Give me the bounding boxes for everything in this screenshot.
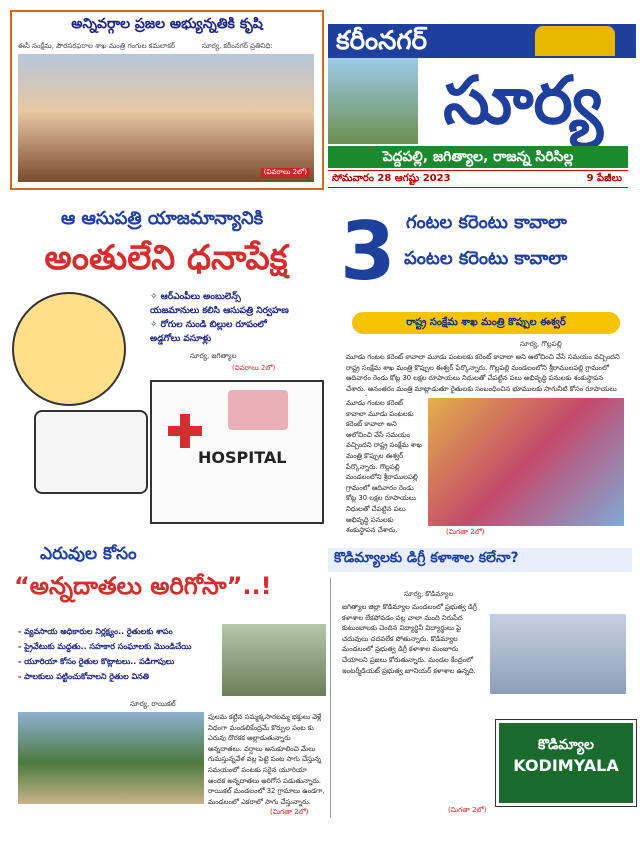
hospital-bullet: యజమానులు కలిసి ఆసుపత్రి నిర్వహణ [150,306,289,316]
farmer-kicker: ఎరువుల కోసం [40,544,137,564]
top-story-subline: ఈసీ సంక్షేమ, పౌరసరఫరాల శాఖ మంత్రి గంగుల కమలాకర్ [18,42,176,50]
power-photo [428,398,624,526]
college-headline[interactable]: కొడిమ్యాలకు డిగ్రీ కళాశాల కలేనా? [334,550,519,566]
top-story-caption: (వివరాలు 2లో) [261,168,310,178]
hospital-bullets [150,290,330,346]
farmer-headline[interactable]: “అన్నదాతలు అరిగోసా”..! [14,572,272,600]
dateline [328,170,628,188]
masthead-photo [328,58,418,144]
farmer-body: పులమ కట్టిన సమ్మక్కసారలమ్మ భక్తులు వెళ్లే విధంగా మండలికేంద్రమే కొర్పుల పంట కు ఎరువు దొరకక అల్లాడుతున్నారు అన్నదాతలు. వర్షాలు అనుకూలించి మేలు గుమస్తున్నవేళ వల్ల పెట్టె పంట సాగు చేస్తున్న సమయంలో పంటకు సరైన యూరియా అందక అన్నదాతలు అరిగోస పడుతున్నారు. రాయికల్ మండలంలో 32 గ్రామాలు ఉండగా, మండలంలో ఎకరాలో సాగు చేస్తున్నారు. [208,713,325,806]
college-photo [490,614,626,694]
red-cross-icon [168,414,202,448]
currency-notes-icon [228,390,288,430]
power-headline-2[interactable]: పంటల కరెంటు కావాలా [404,248,568,269]
power-details: (మిగతా 2లో) [446,528,485,536]
arch-logo-icon [535,26,615,56]
power-body-top: మూడు గంటల కరెంట్ కావాలా మూడు పంటలకు కరెంట్ కావాలా అని ఆలోచించి వేసే సమయం వచ్చిందని రాష్ట్ర సంక్షేమ శాఖ మంత్రి కొప్పుల ఈశ్వర్ పేర్కొన్నారు. గొల్లపల్లి మండలంలోని శ్రీరాములపల్లి గ్రామంలో ఆదివారం రెండు కోట్ల 30 లక్షల రూపాయలు నిధులతో చేపట్టిన పలు అభివృద్ధి పనులకు శంకుస్థాపన చేశారు. అనంతరం మంత్రి మాట్లాడుతూ రైతులకు సంబంధించిన భూములకు సాగునీటి కోసం రూపాయలు [346,353,620,393]
farmer-bullet: - ప్రైవేటుకు మద్దతు.. సహకార సంఘాలకు మొండిచేయి [18,642,192,651]
hospital-bullet: ✧ ఆర్‌ఎంపీలు అంబులెన్స్ [150,292,241,302]
power-minister-banner: రాష్ట్ర సంక్షేమ శాఖ మంత్రి కొప్పుల ఈశ్వర్ [352,312,620,334]
farmer-bullet: - వ్యవసాయ అధికారుల నిర్లక్ష్యం.. రైతులకు శాపం [18,627,173,636]
top-story-byline: సూర్య, కరీంనగర్ ప్రతినిధి: [202,42,273,50]
farmer-details: (మిగతా 2లో) [270,808,309,816]
farmer-bullet: - పాలకులు పట్టించుకోవాలని రైతుల వినతి [18,672,150,681]
top-story-photo [18,54,314,182]
signboard-telugu: కొడిమ్యాల [538,737,594,753]
farmer-photo-queue [18,712,204,804]
college-body: జగిత్యాల జిల్లా కొడిమ్యాల మండలంలో ప్రభుత్వ డిగ్రీ కళాశాల లేకపోవడం వల్ల చాలా మంది నిరుపేద కుటుంబాలకు చెందిన విద్యార్థినీ విద్యార్థులు పై చదువులు చదవలేక పోతున్నారు. కొడిమ్యాల మండలంలో ప్రభుత్వ డిగ్రీ కళాశాల మంజూరు చేయాలని ప్రజలు కోరుతున్నారు. మండల కేంద్రంలో ఇంటర్మీడియట్ ప్రభుత్వ జూనియర్ కళాశాల ఉన్నది. [342,603,477,675]
doctor-cartoon-icon [12,292,126,406]
signboard-english: KODIMYALA [513,756,619,775]
top-story-box [10,10,324,190]
hospital-headline-2[interactable]: అంతులేని ధనాపేక్ష [44,238,288,278]
power-big-number: 3 [340,205,396,298]
hospital-bullet: ✧ రోగుల నుండి బిల్లుల రూపంలో [150,320,267,330]
farmer-byline: సూర్య, రాయికల్ [130,700,176,708]
hospital-bullet: అడ్డగోలు వసూళ్లు [150,334,212,344]
ambulance-icon [34,410,148,494]
college-byline: సూర్య, కొడిమ్యాల [404,590,454,598]
masthead-city: కరీంనగర్ [328,24,636,58]
masthead-logo: సూర్య [443,62,603,139]
masthead-regions: పెద్దపల్లి, జగిత్యాల, రాజన్న సిరిసిల్ల [328,146,628,168]
hospital-headline-1[interactable]: ఆ ఆసుపత్రి యాజమాన్యానికి [60,208,264,229]
hospital-sign: HOSPITAL [198,448,287,467]
farmer-bullets [18,624,218,684]
farmer-bullet: - యూరియా కోసం రైతుల కొట్లాటలు.. పడిగాపులు [18,657,175,666]
page-count: 9 పేజీలు [586,173,622,184]
power-byline: సూర్య, గొల్లపల్లి [520,340,562,348]
top-story-headline[interactable]: అన్నివర్గాల ప్రజల అభ్యున్నతికి కృషి [71,16,263,32]
issue-date: సోమవారం 28 ఆగష్టు 2023 [332,173,451,184]
hospital-details: (వివరాలు 2లో) [232,364,276,372]
kodimyala-signboard [496,720,636,806]
college-details: (మిగతా 2లో) [448,806,487,814]
power-headline-1[interactable]: గంటల కరెంటు కావాలా [406,212,567,233]
power-body-col: మూడు గంటల కరెంట్ కావాలా మూడు పంటలకు కరెంట్ కావాలా అని ఆలోచించి వేసే సమయం వచ్చిందని రాష్ట్ర సంక్షేమ శాఖ మంత్రి కొప్పుల ఈశ్వర్ పేర్కొన్నారు. గొల్లపల్లి మండలంలోని శ్రీరాములపల్లి గ్రామంలో ఆదివారం రెండు కోట్ల 30 లక్షల రూపాయలు నిధులతో చేపట్టిన పలు అభివృద్ధి పనులకు శంకుస్థాపన చేశారు. [346,399,422,535]
column-divider [330,578,331,818]
hospital-byline: సూర్య, జగిత్యాల [190,352,237,360]
farmer-photo-small [222,624,326,696]
